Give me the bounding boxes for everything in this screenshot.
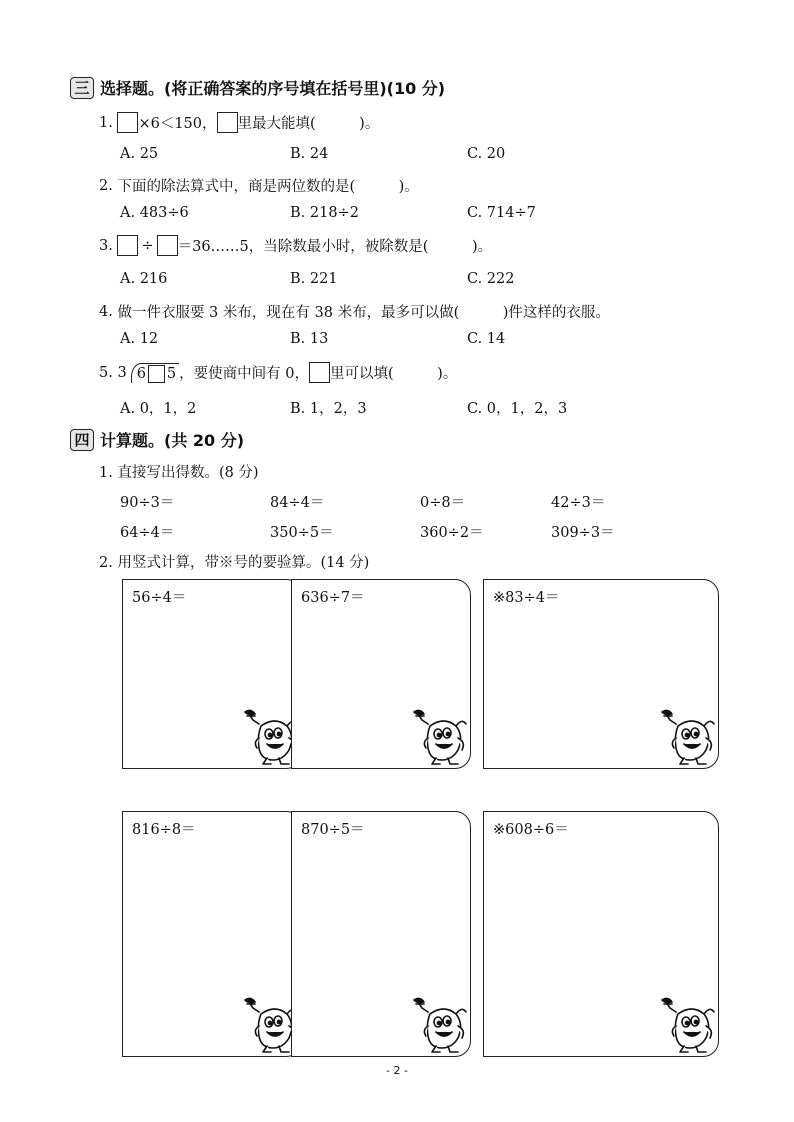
- option: A. 0，1，2: [120, 401, 197, 417]
- question-1: 1. ×6＜150， 里最大能填( )。: [99, 112, 379, 133]
- question-2: 2. 下面的除法算式中，商是两位数的是( )。: [99, 177, 419, 195]
- option: B. 24: [290, 146, 329, 162]
- question-5: 5. 3 6 5 ，要使商中间有 0， 里可以填( )。: [99, 362, 457, 383]
- subquestion-2: 2. 用竖式计算，带※号的要验算。(14 分): [99, 555, 370, 571]
- work-card: [483, 811, 719, 1057]
- option: A. 216: [120, 271, 168, 287]
- option: A. 25: [120, 146, 159, 162]
- question-4: 4. 做一件衣服要 3 米布，现在有 38 米布，最多可以做( )件这样的衣服。: [99, 303, 610, 321]
- card-problem: 636÷7＝: [301, 590, 365, 606]
- cartoon-mascot-icon: [408, 992, 468, 1054]
- answer-box: [148, 365, 165, 383]
- cartoon-mascot-icon: [656, 992, 716, 1054]
- answer-box: [117, 112, 138, 133]
- answer-box: [117, 235, 138, 256]
- work-card: [122, 811, 302, 1057]
- mental-calc-item: 42÷3＝: [551, 495, 606, 511]
- long-division-symbol: 3 6 5: [117, 363, 179, 383]
- option: B. 218÷2: [290, 205, 359, 221]
- answer-box: [217, 112, 238, 133]
- answer-box: [157, 235, 178, 256]
- mental-calc-item: 360÷2＝: [420, 525, 484, 541]
- cartoon-mascot-icon: [239, 704, 299, 766]
- mental-calc-item: 90÷3＝: [120, 495, 175, 511]
- section-3-heading: [70, 76, 445, 99]
- work-card: [291, 579, 471, 769]
- subquestion-1: 1. 直接写出得数。(8 分): [99, 465, 259, 481]
- work-card: [483, 579, 719, 769]
- section-number: 四: [70, 429, 94, 451]
- mental-calc-item: 0÷8＝: [420, 495, 466, 511]
- option: C. 714÷7: [467, 205, 536, 221]
- question-3: 3. ÷ ＝36……5，当除数最小时，被除数是( )。: [99, 235, 492, 256]
- section-number: 三: [70, 77, 94, 99]
- section-title: 选择题。(将正确答案的序号填在括号里)(10 分): [100, 79, 446, 98]
- option: B. 1，2，3: [290, 401, 367, 417]
- section-4-heading: [70, 428, 244, 451]
- work-card: [122, 579, 302, 769]
- card-problem: 870÷5＝: [301, 822, 365, 838]
- page-number: - 2 -: [386, 1064, 408, 1077]
- option: A. 12: [120, 331, 159, 347]
- option: C. 14: [467, 331, 506, 347]
- card-problem: ※608÷6＝: [493, 822, 569, 838]
- option: A. 483÷6: [120, 205, 189, 221]
- option: B. 13: [290, 331, 329, 347]
- mental-calc-item: 64÷4＝: [120, 525, 175, 541]
- mental-calc-item: 350÷5＝: [270, 525, 334, 541]
- option: C. 222: [467, 271, 515, 287]
- option: B. 221: [290, 271, 338, 287]
- work-card: [291, 811, 471, 1057]
- card-problem: ※83÷4＝: [493, 590, 560, 606]
- option: C. 20: [467, 146, 506, 162]
- option: C. 0，1，2，3: [467, 401, 568, 417]
- mental-calc-item: 309÷3＝: [551, 525, 615, 541]
- section-title: 计算题。(共 20 分): [100, 431, 245, 450]
- cartoon-mascot-icon: [656, 704, 716, 766]
- card-problem: 56÷4＝: [132, 590, 187, 606]
- cartoon-mascot-icon: [239, 992, 299, 1054]
- answer-box: [309, 362, 330, 383]
- mental-calc-item: 84÷4＝: [270, 495, 325, 511]
- card-problem: 816÷8＝: [132, 822, 196, 838]
- cartoon-mascot-icon: [408, 704, 468, 766]
